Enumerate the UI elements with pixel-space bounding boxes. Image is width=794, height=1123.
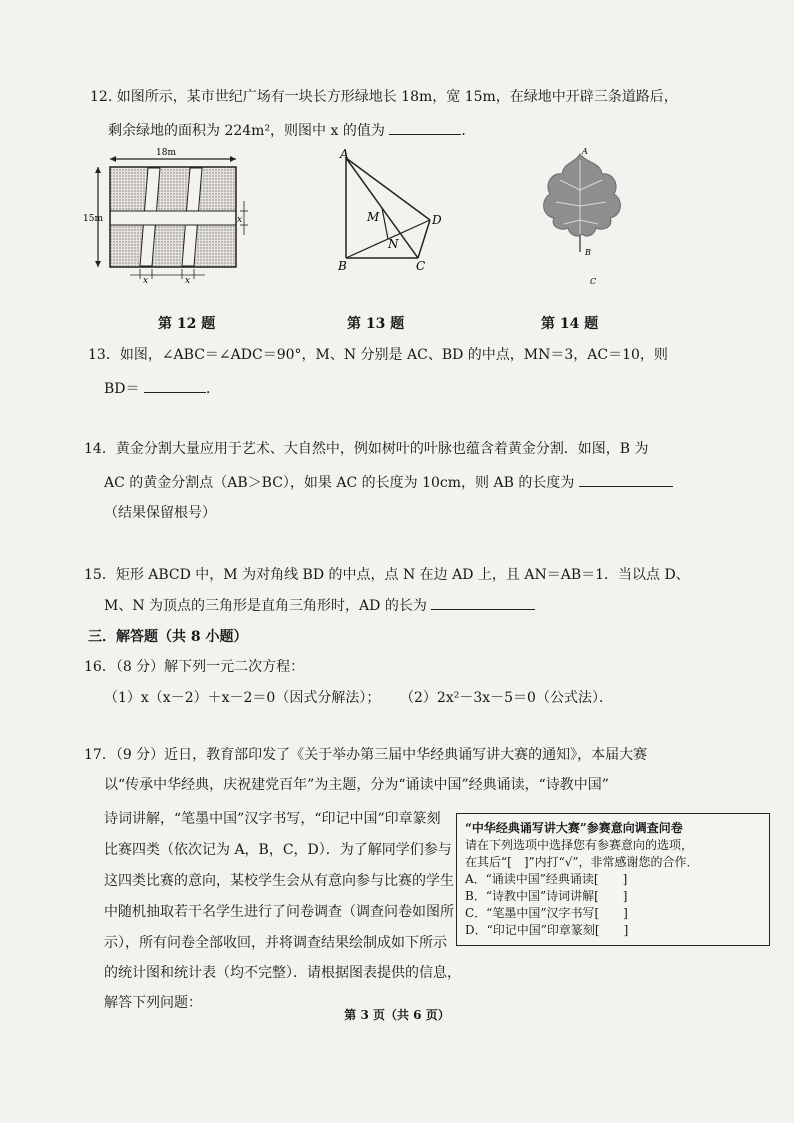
fig14-label-B: B bbox=[585, 248, 591, 257]
q12-line2-text: 剩余绿地的面积为 224m²，则图中 x 的值为 bbox=[108, 123, 385, 139]
fig12-left-label: 15m bbox=[83, 214, 103, 224]
survey-option-c: C．“笔墨中国”汉字书写[ ] bbox=[465, 906, 628, 920]
q17-line4: 比赛四类（依次记为 A，B，C，D）．为了解同学们参与 bbox=[104, 842, 452, 858]
q13-line1: 13．如图，∠ABC＝∠ADC＝90°，M、N 分别是 AC、BD 的中点，MN＝3，AC＝10，则 bbox=[88, 347, 668, 363]
survey-title: “中华经典诵写讲大赛”参赛意向调查问卷 bbox=[465, 821, 683, 835]
survey-instruction-1: 请在下列选项中选择您有参赛意向的选项， bbox=[465, 838, 694, 852]
section-3-title: 三．解答题（共 8 小题） bbox=[88, 629, 248, 645]
figure-13 bbox=[330, 148, 445, 276]
q17-line2: 以“传承中华经典，庆祝建党百年”为主题，分为“诵读中国”经典诵读，“诗教中国” bbox=[104, 777, 609, 793]
survey-option-a: A．“诵读中国”经典诵读[ ] bbox=[465, 872, 628, 886]
q12-line2: 剩余绿地的面积为 224m²，则图中 x 的值为 ． bbox=[108, 123, 476, 139]
fig13-label-N: N bbox=[388, 237, 399, 251]
q14-line1: 14．黄金分割大量应用于艺术、大自然中，例如树叶的叶脉也蕴含着黄金分割．如图，B 为 bbox=[84, 441, 649, 457]
figure-14-leaf bbox=[530, 140, 630, 290]
page-footer: 第 3 页（共 6 页） bbox=[344, 1008, 450, 1022]
q17-line8: 的统计图和统计表（均不完整）．请根据图表提供的信息， bbox=[104, 965, 461, 981]
q17-line9: 解答下列问题： bbox=[104, 995, 202, 1011]
fig13-label-B: B bbox=[338, 259, 347, 273]
fig13-label-M: M bbox=[367, 210, 380, 224]
q17-line5: 这四类比赛的意向，某校学生会从有意向参与比赛的学生 bbox=[104, 873, 454, 889]
survey-option-b: B．“诗教中国”诗词讲解[ ] bbox=[465, 889, 628, 903]
caption-q12: 第 12 题 bbox=[158, 316, 216, 332]
q16-part1: （1）x（x－2）＋x－2＝0（因式分解法）； bbox=[104, 690, 381, 706]
q15-answer-blank bbox=[431, 609, 535, 610]
q13-line2: BD＝ ． bbox=[104, 381, 220, 397]
fig13-label-A: A bbox=[340, 148, 349, 161]
q16-part2: （2）2x²－3x－5＝0（公式法）． bbox=[400, 690, 613, 706]
q13-answer-blank bbox=[144, 392, 206, 393]
fig12-x-label-bottom2: x bbox=[185, 276, 191, 285]
q14-answer-blank bbox=[579, 486, 673, 487]
survey-questionnaire-box bbox=[456, 813, 770, 946]
q12-answer-blank bbox=[389, 134, 461, 135]
fig14-label-A: A bbox=[582, 147, 588, 156]
q14-line2 bbox=[104, 474, 673, 492]
q14-line2-text: AC 的黄金分割点（AB＞BC），如果 AC 的长度为 10cm，则 AB 的长度为 bbox=[104, 475, 575, 491]
q15-line2-text: M、N 为顶点的三角形是直角三角形时，AD 的长为 bbox=[104, 598, 427, 614]
q16-line1: 16．（8 分）解下列一元二次方程： bbox=[84, 659, 305, 675]
survey-option-d: D．“印记中国”印章篆刻[ ] bbox=[465, 923, 629, 937]
caption-q13: 第 13 题 bbox=[347, 316, 405, 332]
q17-line3: 诗词讲解，“笔墨中国”汉字书写，“印记中国”印章篆刻 bbox=[104, 811, 441, 827]
q12-line1: 12. 如图所示，某市世纪广场有一块长方形绿地长 18m，宽 15m，在绿地中开辟三条道路后， bbox=[90, 89, 678, 105]
fig13-label-C: C bbox=[416, 259, 426, 273]
q17-line6: 中随机抽取若干名学生进行了问卷调查（调查问卷如图所 bbox=[104, 904, 454, 920]
survey-instruction-2: 在其后“[ ]”内打“√”，非常感谢您的合作． bbox=[465, 855, 699, 869]
figure-12 bbox=[80, 145, 260, 285]
q15-line1: 15．矩形 ABCD 中，M 为对角线 BD 的中点，点 N 在边 AD 上，且 AN＝AB＝1．当以点 D、 bbox=[84, 567, 690, 583]
fig12-x-label-bottom1: x bbox=[143, 276, 149, 285]
fig14-label-C: C bbox=[590, 277, 597, 286]
fig12-x-label-right: x bbox=[237, 215, 243, 225]
q13-line2-text: BD＝ bbox=[104, 381, 140, 397]
q14-line3: （结果保留根号） bbox=[104, 505, 216, 521]
q15-line2 bbox=[104, 597, 535, 615]
caption-q14: 第 14 题 bbox=[541, 316, 599, 332]
q17-line1: 17．（9 分）近日，教育部印发了《关于举办第三届中华经典诵写讲大赛的通知》，本届大赛 bbox=[84, 747, 648, 763]
fig12-top-label: 18m bbox=[156, 148, 176, 158]
fig13-label-D: D bbox=[432, 213, 442, 227]
q17-line7: 示），所有问卷全部收回，并将调查结果绘制成如下所示 bbox=[104, 935, 447, 951]
